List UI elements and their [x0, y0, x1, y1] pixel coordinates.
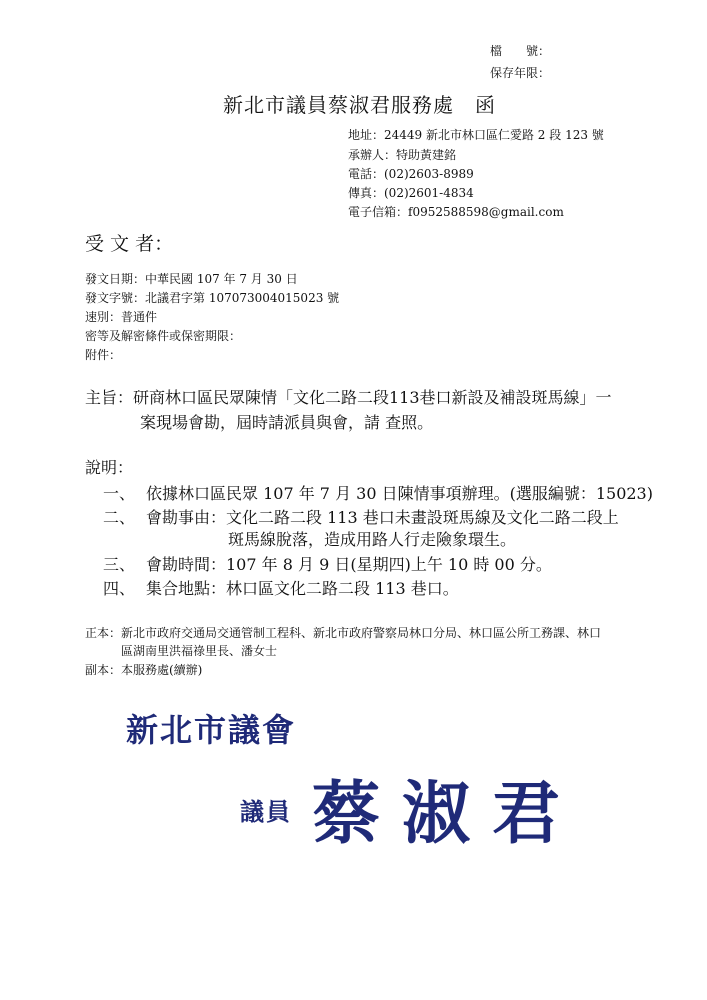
distribution-main-line-2: 區湖南里洪福祿里長、潘女士 [121, 644, 278, 658]
explanation-item-text: 依據林口區民眾 107 年 7 月 30 日陳情事項辦理。(選服編號：15023) [146, 484, 653, 503]
archive-number-label: 檔 號： [490, 44, 551, 58]
contact-handler: 承辦人：特助黃建銘 [348, 148, 457, 162]
explanation-item-number: 二、 [103, 508, 136, 527]
delivery-speed: 速別：普通件 [85, 310, 158, 324]
explanation-heading: 說明： [85, 458, 134, 477]
attachment-label: 附件： [85, 348, 122, 362]
issue-date: 發文日期：中華民國 107 年 7 月 30 日 [85, 272, 298, 286]
subject-line-1: 主旨：研商林口區民眾陳情「文化二路二段113巷口新設及補設斑馬線」一 [85, 388, 612, 407]
seal-title: 議員 [240, 798, 292, 826]
explanation-item-text: 會勘時間：107 年 8 月 9 日(星期四)上午 10 時 00 分。 [146, 555, 552, 574]
document-title: 新北市議員蔡淑君服務處 函 [223, 93, 496, 117]
secrecy-conditions: 密等及解密條件或保密期限： [85, 329, 242, 343]
distribution-copy: 副本：本服務處(續辦) [85, 663, 203, 677]
contact-email: 電子信箱：f0952588598@gmail.com [348, 205, 564, 219]
seal-signature-name: 蔡淑君 [312, 774, 583, 854]
contact-phone: 電話：(02)2603-8989 [348, 167, 474, 181]
distribution-main-line-1: 正本：新北市政府交通局交通管制工程科、新北市政府警察局林口分局、林口區公所工務課、林口 [85, 626, 602, 640]
explanation-item-text: 會勘事由：文化二路二段 113 巷口未畫設斑馬線及文化二路二段上 [146, 508, 619, 527]
seal-council-name: 新北市議會 [126, 711, 297, 749]
explanation-item-text: 集合地點：林口區文化二路二段 113 巷口。 [146, 579, 459, 598]
explanation-item-number: 四、 [103, 579, 136, 598]
contact-fax: 傳真：(02)2601-4834 [348, 186, 474, 200]
contact-address: 地址：24449 新北市林口區仁愛路 2 段 123 號 [348, 128, 604, 142]
issue-reference-number: 發文字號：北議君字第 107073004015023 號 [85, 291, 340, 305]
retention-period-label: 保存年限： [490, 66, 551, 80]
recipient-label: 受 文 者： [85, 233, 174, 255]
explanation-item-number: 三、 [103, 555, 136, 574]
subject-line-2: 案現場會勘，屆時請派員與會，請 查照。 [140, 413, 434, 432]
explanation-item-number: 一、 [103, 484, 136, 503]
explanation-item-continuation: 斑馬線脫落，造成用路人行走險象環生。 [228, 530, 517, 549]
